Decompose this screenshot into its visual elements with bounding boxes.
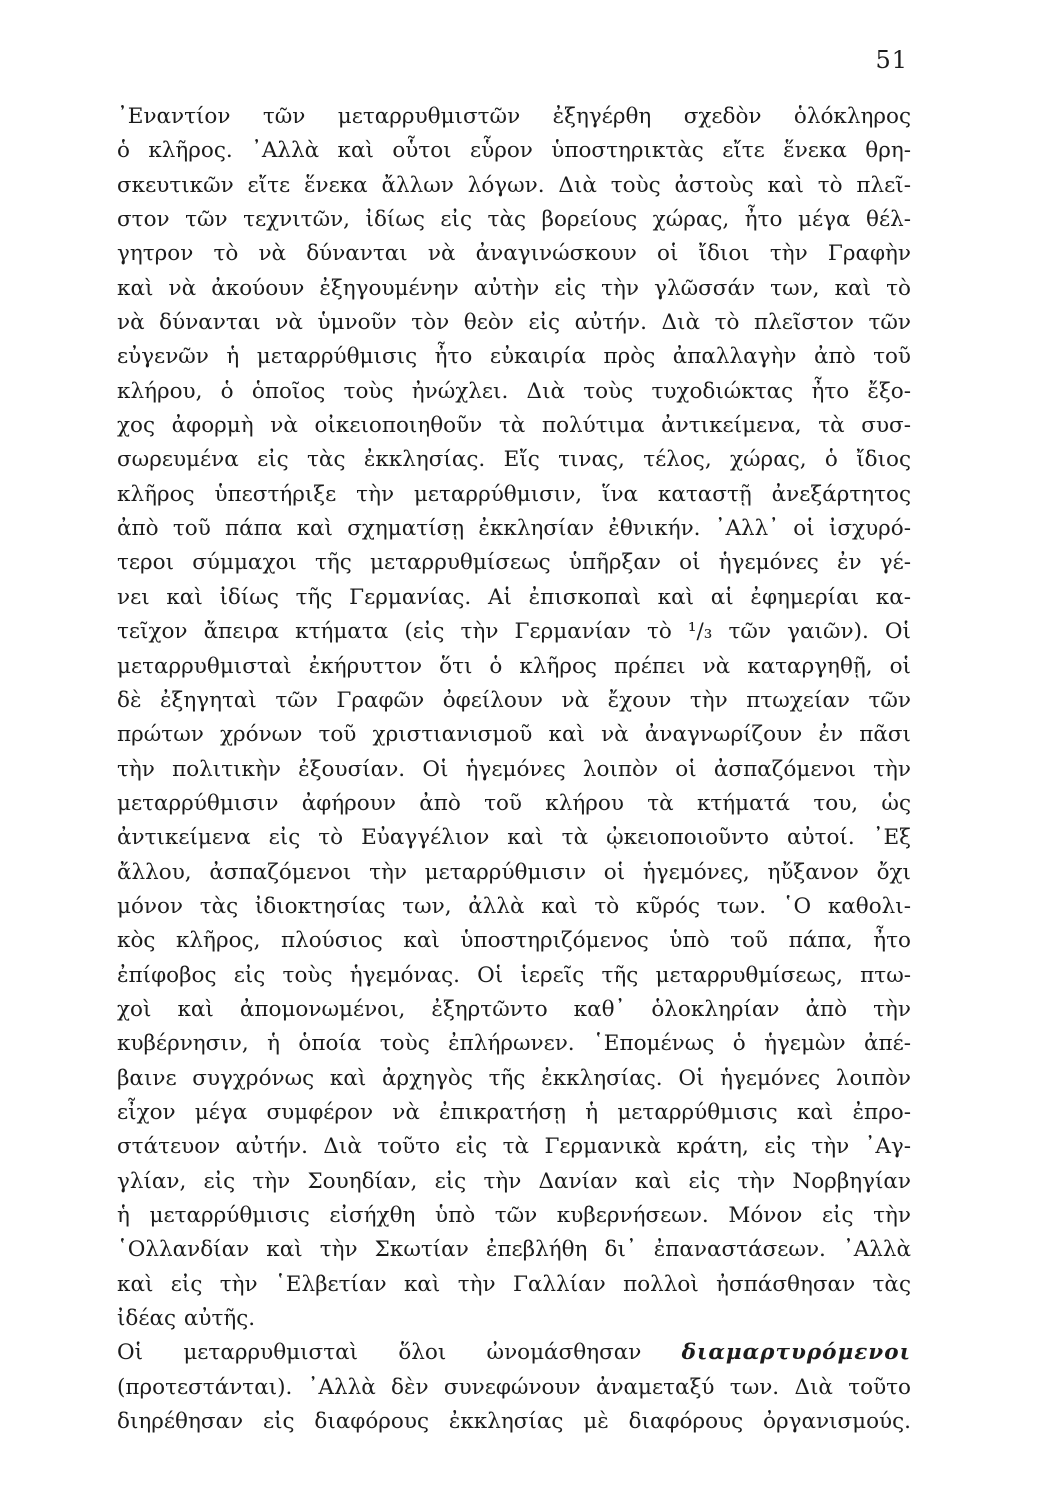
text-line: ῾Ολλανδίαν καὶ τὴν Σκωτίαν ἐπεβλήθη δι᾿ ἐπαναστάσεων. ᾿Αλλὰ [117,1237,911,1263]
text-line: τεροι σύμμαχοι τῆς μεταρρυθμίσεως ὑπῆρξαν οἱ ἡγεμόνες ἐν γέ- [117,550,911,576]
text-line: μεταρρύθμισιν ἀφήρουν ἀπὸ τοῦ κλήρου τὰ κτήματά του, ὡς [117,790,911,816]
paragraph-protestants [117,1336,911,1439]
paragraph-reformers-opposition [117,100,911,1336]
text-line: βαινε συγχρόνως καὶ ἀρχηγὸς τῆς ἐκκλησίας. Οἱ ἡγεμόνες λοιπὸν [117,1065,911,1091]
text-line: κλῆρος ὑπεστήριξε τὴν μεταρρύθμισιν, ἵνα καταστῇ ἀνεξάρτητος [117,481,911,507]
text-line: σωρευμένα εἰς τὰς ἐκκλησίας. Εἴς τινας, τέλος, χώρας, ὁ ἴδιος [117,447,911,473]
emphasized-term: διαμαρτυρόμενοι [681,1340,911,1366]
text-line: ἄλλου, ἀσπαζόμενοι τὴν μεταρρύθμισιν οἱ ἡγεμόνες, ηὔξανον ὄχι [117,859,911,885]
text-line: μεταρρυθμισταὶ ἐκήρυττον ὅτι ὁ κλῆρος πρέπει νὰ καταργηθῇ, οἱ [117,653,911,679]
text-line [117,1336,911,1370]
text-line: καὶ εἰς τὴν ῾Ελβετίαν καὶ τὴν Γαλλίαν πολλοὶ ἠσπάσθησαν τὰς [117,1271,911,1297]
text-line: καὶ νὰ ἀκούουν ἐξηγουμένην αὐτὴν εἰς τὴν γλῶσσάν των, καὶ τὸ [117,275,911,301]
text-line: χος ἀφορμὴ νὰ οἰκειοποιηθοῦν τὰ πολύτιμα ἀντικείμενα, τὰ συσ- [117,413,911,439]
text-line: ὁ κλῆρος. ᾿Αλλὰ καὶ οὗτοι εὗρον ὑποστηρικτὰς εἴτε ἕνεκα θρη- [117,138,911,164]
text-line: ἰδέας αὐτῆς. [117,1306,256,1332]
text-line: ἀντικείμενα εἰς τὸ Εὐαγγέλιον καὶ τὰ ᾠκειοποιοῦντο αὐτοί. ᾿Εξ [117,825,911,851]
text-line: στάτευον αὐτήν. Διὰ τοῦτο εἰς τὰ Γερμανικὰ κράτη, εἰς τὴν ᾿Αγ- [117,1134,911,1160]
text-line: ᾿Εναντίον τῶν μεταρρυθμιστῶν ἐξηγέρθη σχεδὸν ὁλόκληρος [117,104,911,129]
text-line: δὲ ἐξηγηταὶ τῶν Γραφῶν ὀφείλουν νὰ ἔχουν τὴν πτωχείαν τῶν [117,687,911,713]
text-line: ἀπὸ τοῦ πάπα καὶ σχηματίσῃ ἐκκλησίαν ἐθνικήν. ᾿Αλλ᾿ οἱ ἰσχυρό- [117,516,911,542]
text-line: κλήρου, ὁ ὁποῖος τοὺς ἠνώχλει. Διὰ τοὺς τυχοδιώκτας ἦτο ἔξο- [117,378,911,404]
text-line: διηρέθησαν εἰς διαφόρους ἐκκλησίας μὲ διαφόρους ὀργανισμούς. [117,1409,911,1435]
text-line: ἐπίφοβος εἰς τοὺς ἡγεμόνας. Οἱ ἱερεῖς τῆς μεταρρυθμίσεως, πτω- [117,962,911,988]
text-line: νει καὶ ἰδίως τῆς Γερμανίας. Αἱ ἐπισκοπαὶ καὶ αἱ ἐφημερίαι κα- [117,584,911,610]
text-line: γητρον τὸ νὰ δύνανται νὰ ἀναγινώσκουν οἱ ἴδιοι τὴν Γραφὴν [117,241,911,267]
text-line: ἡ μεταρρύθμισις εἰσήχθη ὑπὸ τῶν κυβερνήσεων. Μόνον εἰς τὴν [117,1203,911,1228]
text-line: κυβέρνησιν, ἡ ὁποία τοὺς ἐπλήρωνεν. ῾Επομένως ὁ ἡγεμὼν ἀπέ- [117,1031,911,1057]
text-line: μόνον τὰς ἰδιοκτησίας των, ἀλλὰ καὶ τὸ κῦρός των. ῾Ο καθολι- [117,893,911,919]
text-line: χοὶ καὶ ἀπομονωμένοι, ἐξηρτῶντο καθ᾿ ὁλοκληρίαν ἀπὸ τὴν [117,996,911,1022]
text-line: τὴν πολιτικὴν ἐξουσίαν. Οἱ ἡγεμόνες λοιπὸν οἱ ἀσπαζόμενοι τὴν [117,756,911,782]
text-line: στον τῶν τεχνιτῶν, ἰδίως εἰς τὰς βορείους χώρας, ἦτο μέγα θέλ- [117,207,911,233]
text-line-lead: Οἱ μεταρρυθμισταὶ ὅλοι ὠνομάσθησαν [117,1340,642,1366]
text-line: νὰ δύνανται νὰ ὑμνοῦν τὸν θεὸν εἰς αὐτήν. Διὰ τὸ πλεῖστον τῶν [117,310,911,336]
text-line: (προτεστάνται). ᾿Αλλὰ δὲν συνεφώνουν ἀναμεταξύ των. Διὰ τοῦτο [117,1374,911,1400]
page-number: 51 [875,46,908,74]
text-line: εὐγενῶν ἡ μεταρρύθμισις ἦτο εὐκαιρία πρὸς ἀπαλλαγὴν ἀπὸ τοῦ [117,344,911,370]
text-line: εἶχον μέγα συμφέρον νὰ ἐπικρατήσῃ ἡ μεταρρύθμισις καὶ ἐπρο- [117,1099,911,1125]
text-line: κὸς κλῆρος, πλούσιος καὶ ὑποστηριζόμενος ὑπὸ τοῦ πάπα, ἦτο [117,928,911,954]
text-line: σκευτικῶν εἴτε ἕνεκα ἄλλων λόγων. Διὰ τοὺς ἀστοὺς καὶ τὸ πλεῖ- [117,172,911,198]
text-line: πρώτων χρόνων τοῦ χριστιανισμοῦ καὶ νὰ ἀναγνωρίζουν ἐν πᾶσι [117,722,911,748]
body-text [117,100,911,1439]
text-line: γλίαν, εἰς τὴν Σουηδίαν, εἰς τὴν Δανίαν καὶ εἰς τὴν Νορβηγίαν [117,1168,911,1194]
text-line: τεῖχον ἄπειρα κτήματα (εἰς τὴν Γερμανίαν τὸ ¹/₃ τῶν γαιῶν). Οἱ [117,619,911,645]
